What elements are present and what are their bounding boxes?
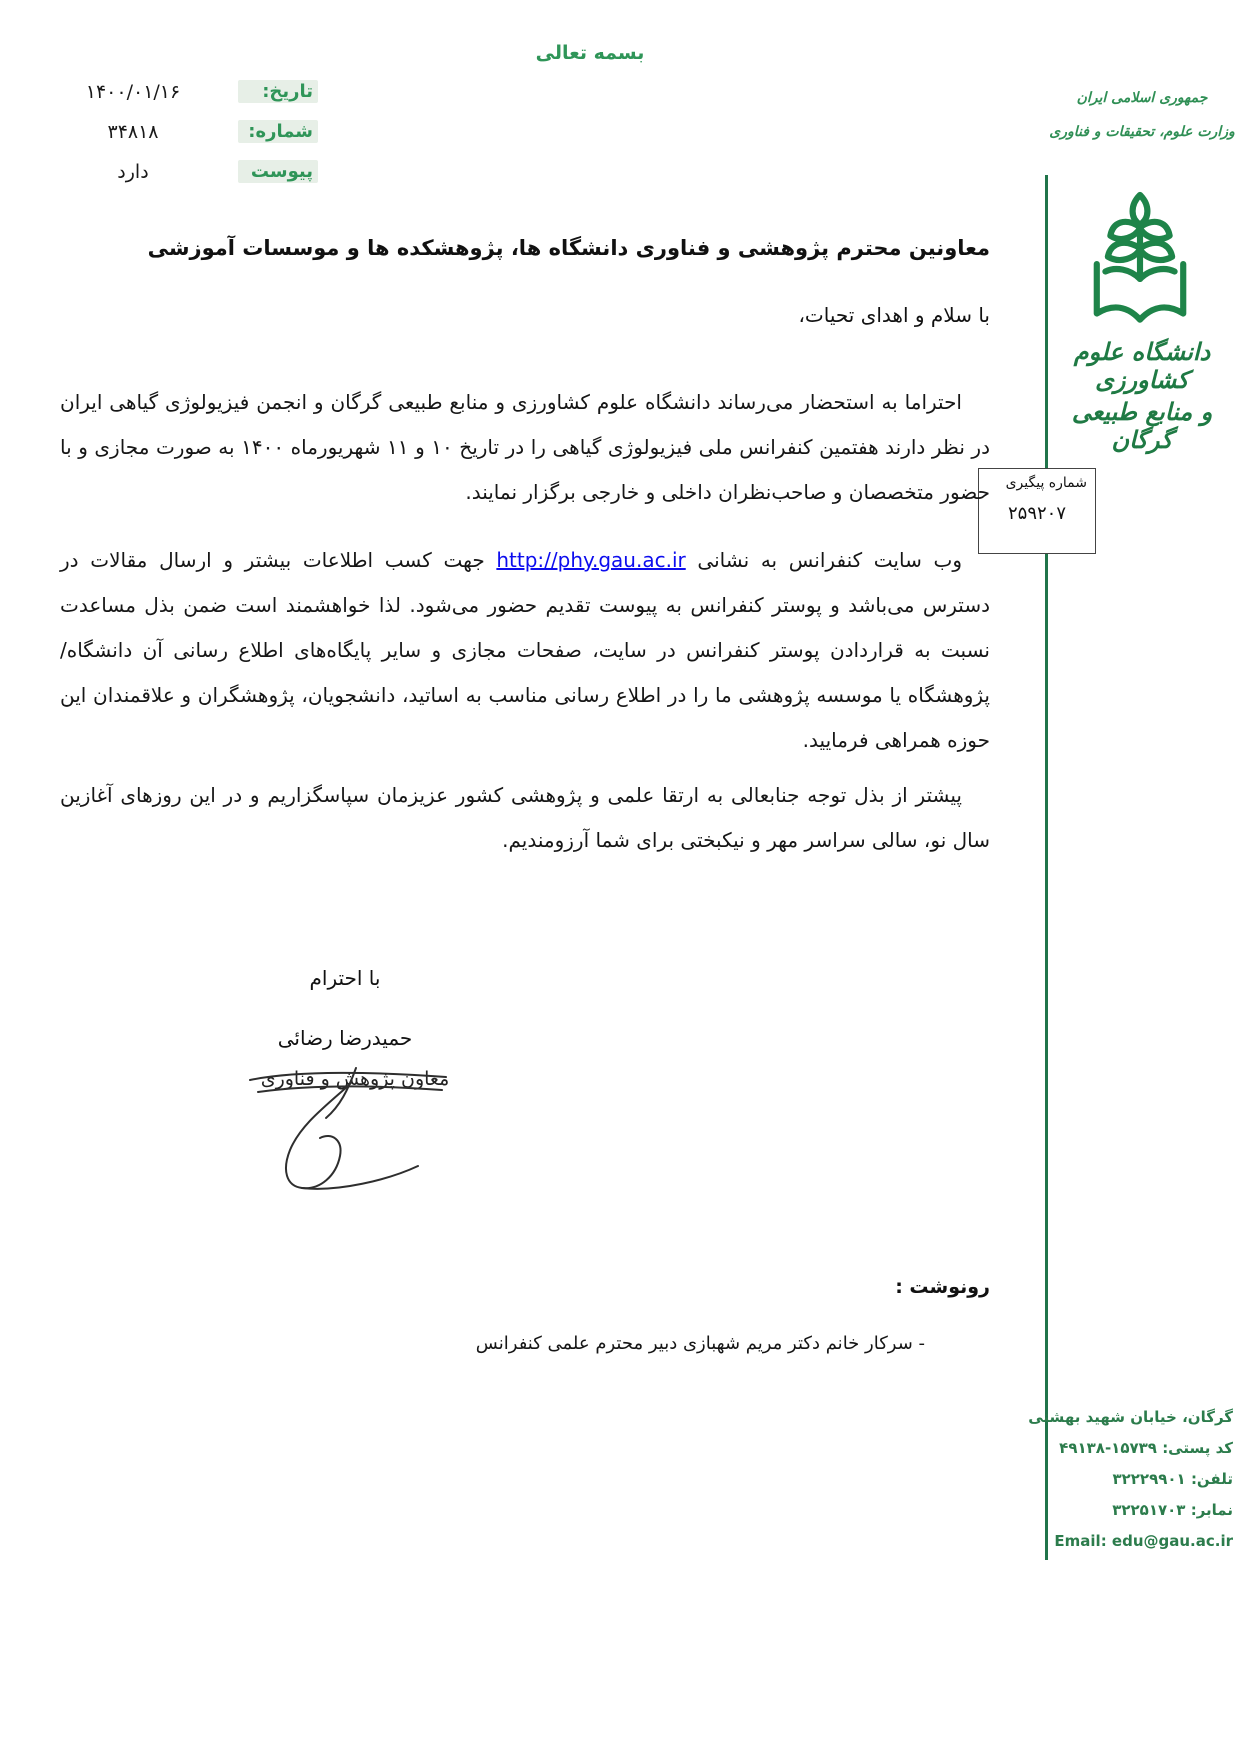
paragraph-3: پیشتر از بذل توجه جنابعالی به ارتقا علمی و پژوهشی کشور عزیزمان سپاسگزاریم و در این روزهای آغازین سال نو، سالی سراسر مهر و نیکبختی برای شما آرزومندیم. (60, 783, 990, 852)
signature-block (245, 966, 450, 1090)
footer-postal-label: کد پستی: (1162, 1439, 1233, 1457)
footer-phone-value: ۳۲۲۲۹۹۰۱ (1112, 1470, 1186, 1488)
paragraph-2-before-link: وب سایت کنفرانس به نشانی (697, 548, 963, 572)
signatory-name: حمیدرضا رضائی (277, 1026, 413, 1050)
date-value: ۱۴۰۰/۰۱/۱۶ (85, 80, 181, 103)
recipient-line: معاونین محترم پژوهشی و فناوری دانشگاه ها، پژوهشکده ها و موسسات آموزشی (147, 236, 990, 260)
gov-title-line1: جمهوری اسلامی ایران (1076, 90, 1208, 106)
tracking-label: شماره پیگیری (1005, 475, 1087, 491)
attachment-value: دارد (117, 160, 149, 183)
paragraph-1: احتراما به استحضار می‌رساند دانشگاه علوم کشاورزی و منابع طبیعی گرگان و انجمن فیزیولوژی گیاهی ایران در نظر دارند هفتمین کنفرانس ملی فیزیولوژی گیاهی را در تاریخ ۱۰ و ۱۱ شهریورماه ۱۴۰۰ به صورت مجازی و با حضور متخصصان و صاحب‌نظران داخلی و خارجی برگزار نمایند. (60, 390, 990, 504)
university-name-line1: دانشگاه علوم کشاورزی (1073, 338, 1211, 394)
paragraph-2-after-link: جهت کسب اطلاعات بیشتر و ارسال مقالات در دسترس می‌باشد و پوستر کنفرانس به پیوست تقدیم حضور می‌شود. لذا خواهشمند است ضمن بذل مساعدت نسبت به قراردادن پوستر کنفرانس در سایت، صفحات مجازی و سایر پایگاه‌های اطلاع رسانی آن دانشگاه/ پژوهشگاه یا موسسه پژوهشی ما را در اطلاع رسانی مناسب به اساتید، دانشجویان، پژوهشگران و علاقمندان این حوزه همراهی فرمایید. (60, 548, 990, 752)
footer-email-value[interactable]: edu@gau.ac.ir (1111, 1532, 1233, 1550)
meta-row-number (28, 120, 318, 143)
university-name-line2: و منابع طبیعی گرگان (1071, 398, 1213, 454)
number-label: شماره: (238, 120, 318, 143)
conference-website-link[interactable]: http://phy.gau.ac.ir (496, 548, 686, 572)
footer-phone (933, 1464, 1233, 1495)
signature-respect: با احترام (309, 966, 381, 990)
footer-email-label: Email: (1054, 1532, 1107, 1550)
footer-fax (933, 1495, 1233, 1526)
meta-row-attachment (28, 160, 318, 183)
footer-contact-block (933, 1402, 1233, 1557)
meta-row-date (28, 80, 318, 103)
besmele-header: بسمه تعالی (535, 42, 645, 64)
footer-fax-label: نمابر: (1190, 1501, 1233, 1519)
sidebar-divider-line (1045, 175, 1048, 1560)
footer-postal-value: ۴۹۱۳۸-۱۵۷۳۹ (1059, 1439, 1157, 1457)
letter-meta-block (28, 80, 318, 200)
footer-phone-label: تلفن: (1190, 1470, 1233, 1488)
gov-title-line2: وزارت علوم، تحقیقات و فناوری (1049, 124, 1235, 140)
tracking-number-box (978, 468, 1096, 554)
footer-email (933, 1526, 1233, 1557)
handwritten-signature-icon (228, 1048, 468, 1202)
tracking-value: ۲۵۹۲۰۷ (1007, 503, 1066, 524)
signatory-title: معاون پژوهش و فناوری (260, 1068, 450, 1090)
footer-postal (933, 1433, 1233, 1464)
footer-address: گرگان، خیابان شهید بهشتی (1028, 1408, 1233, 1426)
cc-item: - سرکار خانم دکتر مریم شهبازی دبیر محترم علمی کنفرانس (475, 1333, 925, 1354)
number-value: ۳۴۸۱۸ (107, 120, 159, 143)
paragraph-2 (60, 538, 990, 763)
cc-label: رونوشت : (895, 1276, 990, 1298)
salutation-line: با سلام و اهدای تحیات، (798, 303, 990, 327)
attachment-label: پیوست (238, 160, 318, 183)
date-label: تاریخ: (238, 80, 318, 103)
footer-fax-value: ۳۲۲۵۱۷۰۳ (1112, 1501, 1186, 1519)
university-emblem-icon (1078, 190, 1202, 336)
